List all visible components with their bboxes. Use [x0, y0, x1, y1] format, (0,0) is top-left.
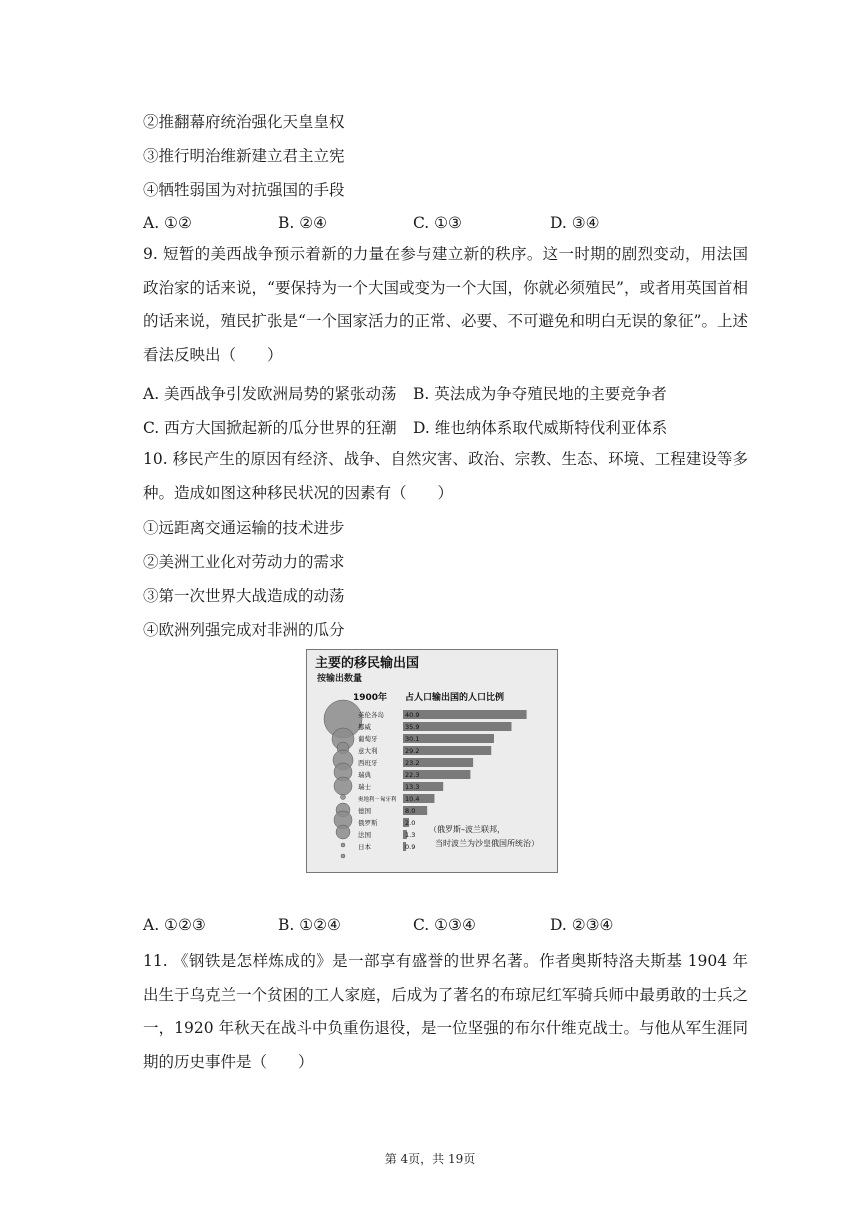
q10-item-3: ③第一次世界大战造成的动荡	[143, 587, 345, 605]
chart-value-label: 13.3	[405, 783, 420, 791]
q8-item-4: ④牺牲弱国为对抗强国的手段	[143, 181, 345, 199]
chart-value-label: 40.9	[405, 711, 420, 719]
chart-bubble	[341, 843, 345, 847]
chart-bubble	[334, 777, 352, 795]
chart-value-label: 2.0	[405, 819, 416, 827]
chart-category-label: 瑞典	[358, 771, 371, 779]
chart-category-label: 西班牙	[358, 759, 378, 767]
chart-category-label: 挪威	[358, 723, 371, 731]
chart-category-label: 俄罗斯	[358, 819, 378, 827]
q10-option-a[interactable]: A. ①②③	[143, 916, 206, 934]
chart-category-label: 葡萄牙	[358, 735, 378, 743]
q8-option-d[interactable]: D. ③④	[550, 214, 600, 232]
chart-bubble	[341, 854, 345, 858]
q10-option-c[interactable]: C. ①③④	[413, 916, 476, 934]
q11-stem: 11. 《钢铁是怎样炼成的》是一部享有盛誉的世界名著。作者奥斯特洛夫斯基 1904 年出生于乌克兰一个贫困的工人家庭，后成为了著名的布琼尼红军骑兵师中最勇敢的士兵之一，1920 年秋天在战斗中负重伤退役，是一位坚强的布尔什维克战士。与他从军生涯同期的历史事件是（ ）	[143, 952, 748, 1071]
chart-bubbles	[324, 700, 362, 858]
q9-stem: 9. 短暂的美西战争预示着新的力量在参与建立新的秩序。这一时期的剧烈变动，用法国政治家的话来说，“要保持为一个大国或变为一个大国，你就必须殖民”，或者用英国首相的话来说，殖民扩张是“一个国家活力的正常、必要、不可避免和明白无误的象征”。上述看法反映出（ ）	[143, 245, 748, 364]
q9-option-a[interactable]: A. 美西战争引发欧洲局势的紧张动荡	[143, 385, 397, 403]
q10-item-1: ①远距离交通运输的技术进步	[143, 519, 345, 537]
chart-value-label: 8.0	[405, 807, 416, 815]
chart-value-label: 23.2	[405, 759, 420, 767]
chart-category-label: 英伦各岛	[358, 711, 384, 719]
chart-category-label: 奥地利－匈牙利	[358, 797, 397, 803]
chart-category-label: 德国	[358, 807, 371, 815]
emigration-chart	[306, 649, 558, 873]
chart-bubble	[336, 825, 350, 839]
chart-value-header: 占人口输出国的人口比例	[405, 693, 505, 703]
chart-value-label: 30.1	[405, 735, 420, 743]
chart-bubble	[341, 795, 346, 800]
chart-bar	[403, 710, 527, 719]
emigration-chart-svg	[307, 650, 557, 872]
chart-category-label: 法国	[358, 831, 371, 839]
q10-option-b[interactable]: B. ①②④	[278, 916, 341, 934]
chart-annotation-line-2: 当时波兰为沙皇俄国所统治）	[435, 839, 539, 848]
q10-stem: 10. 移民产生的原因有经济、战争、自然灾害、政治、宗教、生态、环境、工程建设等多种。造成如图这种移民状况的因素有（ ）	[143, 450, 748, 502]
chart-category-label: 日本	[358, 843, 371, 851]
q9-option-c[interactable]: C. 西方大国掀起新的瓜分世界的狂潮	[143, 419, 397, 437]
q10-option-d[interactable]: D. ②③④	[550, 916, 614, 934]
q10-item-2: ②美洲工业化对劳动力的需求	[143, 553, 345, 571]
chart-title: 主要的移民输出国	[315, 656, 420, 671]
chart-value-label: 22.3	[405, 771, 420, 779]
chart-category-label: 意大利	[358, 747, 378, 755]
chart-value-label: 0.9	[405, 843, 416, 851]
chart-category-label: 瑞士	[358, 783, 371, 791]
chart-value-label: 1.3	[405, 831, 416, 839]
q8-item-3: ③推行明治维新建立君主立宪	[143, 147, 345, 165]
q10-item-4: ④欧洲列强完成对非洲的瓜分	[143, 621, 345, 639]
chart-value-label: 29.2	[405, 747, 420, 755]
q9-option-b[interactable]: B. 英法成为争夺殖民地的主要竞争者	[413, 385, 667, 403]
chart-year-label: 1900年	[353, 693, 388, 703]
q8-option-b[interactable]: B. ②④	[278, 214, 328, 232]
q8-option-a[interactable]: A. ①②	[143, 214, 192, 232]
chart-value-label: 35.9	[405, 723, 420, 731]
chart-value-label: 10.4	[405, 795, 420, 803]
chart-subtitle: 按输出数量	[317, 674, 363, 684]
q8-option-c[interactable]: C. ①③	[413, 214, 462, 232]
q9-option-d[interactable]: D. 维也纳体系取代威斯特伐利亚体系	[413, 419, 668, 437]
page-footer: 第 4页，共 19页	[384, 1152, 476, 1166]
q8-item-2: ②推翻幕府统治强化天皇皇权	[143, 113, 345, 131]
chart-annotation-line-1: （俄罗斯–波兰联邦，	[429, 825, 505, 834]
